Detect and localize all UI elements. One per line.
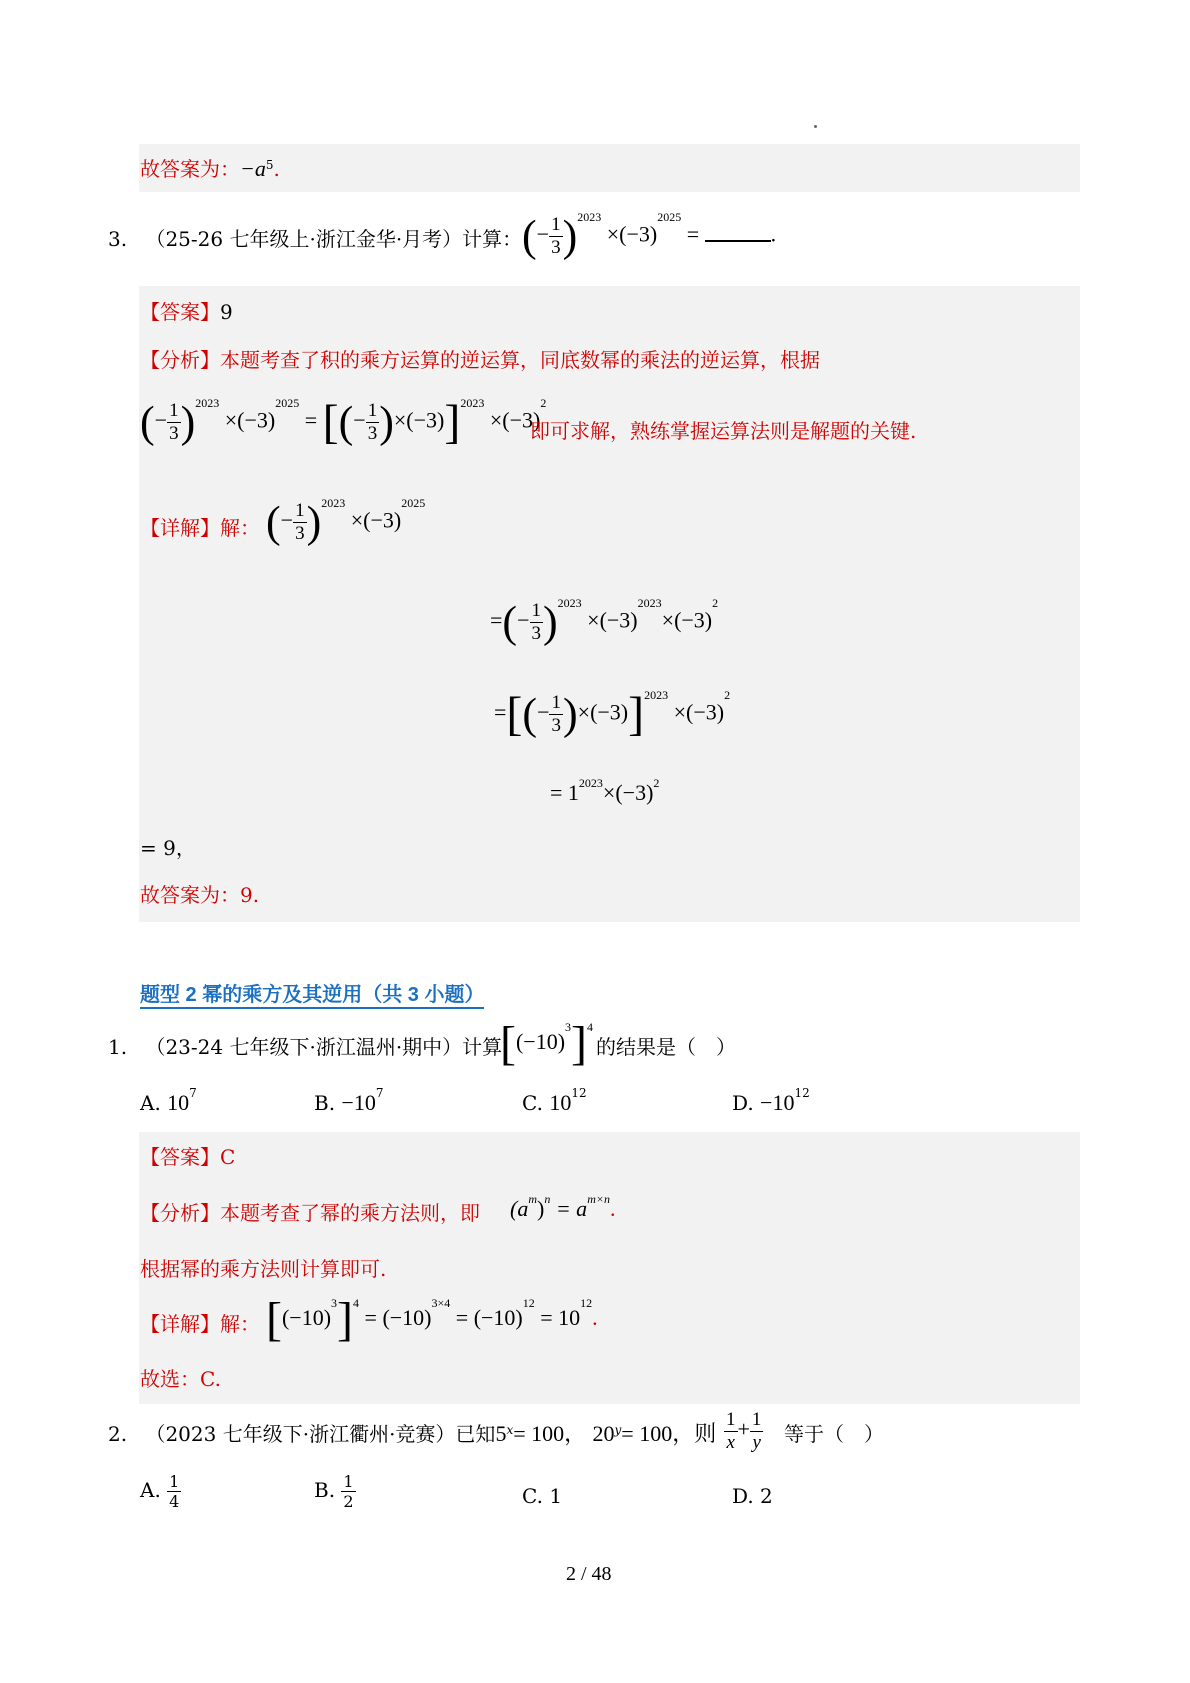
section2-title: 题型 2 幂的乘方及其逆用（共 3 小题） — [140, 978, 484, 1009]
q1-d-eq1: = (−10) — [364, 1305, 432, 1331]
q3-detail-label — [140, 514, 260, 542]
q3-s1-exp1: 2023 — [557, 596, 582, 610]
q3-af-exp2: 2025 — [275, 396, 300, 410]
q3-s1-times2: × — [661, 607, 675, 633]
q3-s2-times2: × — [673, 699, 687, 725]
q3-detail-expr: (− $\frac{1}{3}$ )$^{2023} \times(-3)^{2025}$ — [266, 496, 426, 547]
header-dot — [814, 125, 817, 128]
q3-af-exp3: 2023 — [460, 396, 485, 410]
q1-opt-a-label: A. — [140, 1091, 161, 1115]
q1-answer-tag: 【答案】 — [140, 1145, 220, 1169]
q3-end: . — [770, 221, 777, 247]
q3-af-den: 3 — [169, 423, 179, 444]
q3-base2: (−3) — [619, 221, 658, 247]
q2-eq1-exp: x — [506, 1423, 514, 1437]
q1-d-exp2: 12 — [522, 1296, 535, 1310]
q1-analysis-text: 本题考查了幂的乘方法则，即 — [220, 1201, 480, 1225]
q3-detail-tag: 【详解】 — [140, 516, 220, 540]
q2-opt-b-den: 2 — [343, 1492, 354, 1511]
q3-s1-exp2: 2023 — [637, 596, 662, 610]
q1-detail-prefix: 解： — [220, 1312, 260, 1336]
q3-af-base4: (−3) — [502, 407, 541, 433]
q2-plus: + — [737, 1416, 750, 1442]
q1-opt-c-base: 10 — [549, 1090, 572, 1115]
q2-number: 2. — [108, 1422, 128, 1446]
q3-frac-num: 1 — [551, 214, 561, 235]
q3-d-den: 3 — [295, 523, 305, 544]
q1-d-outer-exp: 4 — [353, 1296, 360, 1310]
q3-s1-minus: − — [517, 607, 530, 633]
q3-exp1: 2023 — [577, 210, 602, 224]
q2-option-d[interactable] — [732, 1484, 773, 1508]
q3-fraction — [549, 214, 563, 259]
q3-answer-line — [140, 298, 233, 326]
q3-af-exp4: 2 — [540, 396, 547, 410]
q3-af-num2: 1 — [367, 400, 378, 421]
q2-option-c[interactable] — [522, 1484, 562, 1508]
q2-source: （2023 七年级下·浙江衢州·竞赛）已知 — [145, 1422, 496, 1446]
q1-rule — [510, 1192, 616, 1222]
q3-s2-den: 3 — [551, 715, 561, 736]
q1-detail-tag: 【详解】 — [140, 1312, 220, 1336]
q2-f2-den: y — [752, 1432, 761, 1453]
q1-rule-m: m — [528, 1192, 537, 1206]
q1-analysis-line2: 根据幂的乘方法则计算即可. — [140, 1257, 387, 1281]
q3-step3 — [550, 776, 660, 806]
top-answer-box — [139, 144, 1080, 192]
q3-exp2: 2025 — [657, 210, 682, 224]
q1-option-a[interactable] — [140, 1086, 197, 1116]
q3-af-num: 1 — [169, 400, 179, 421]
q2-eq2-rhs: = 100，则 — [621, 1421, 717, 1446]
q1-analysis-line — [140, 1199, 480, 1227]
q1-d-eq3: = 10 — [540, 1305, 581, 1331]
q1-rule-mn: m×n — [587, 1192, 610, 1206]
q3-s2-exp: 2023 — [644, 688, 669, 702]
q3-s2-minus: − — [537, 699, 550, 725]
q1-opt-b-exp: 7 — [375, 1086, 384, 1100]
q3-expression: (− $\frac{1}{3}$ )$^{2023} \times(-3)^{2025}$ = . — [522, 210, 777, 261]
q1-number: 1. — [108, 1035, 128, 1059]
q3-af-base3: (−3) — [406, 407, 445, 433]
q1-d-end: . — [592, 1305, 598, 1331]
q2-eq1-rhs: = 100， — [513, 1421, 587, 1446]
q3-s3-exp: 2023 — [578, 776, 603, 790]
q3-s1-exp3: 2 — [712, 596, 719, 610]
q1-option-d[interactable] — [732, 1086, 810, 1116]
q1-source: （23-24 七年级下·浙江温州·期中）计算 — [145, 1035, 503, 1059]
q3-af-times: × — [224, 407, 238, 433]
q2-opt-a-num: 1 — [169, 1472, 180, 1491]
q1-rule-n: n — [544, 1192, 551, 1206]
q3-s1-eq: = — [490, 607, 503, 633]
q3-af-den2: 3 — [367, 423, 378, 444]
q3-d-exp1: 2023 — [321, 496, 346, 510]
q2-eq1-base: 5 — [495, 1421, 507, 1446]
q3-s1-den: 3 — [531, 623, 541, 644]
q3-d-times: × — [350, 507, 364, 533]
q3-s1-num: 1 — [531, 600, 541, 621]
q2-tail: 等于（ ） — [784, 1422, 884, 1446]
q1-answer-line — [140, 1143, 235, 1171]
top-answer-exp: 5 — [265, 158, 274, 172]
q3-step1: =(− $\frac{1}{3}$ )$^{2023} \times(-3)^{2023}\times(-3)^2$ — [490, 596, 719, 647]
q3-af-times2: × — [393, 407, 407, 433]
q3-equals: = — [686, 221, 700, 247]
q3-final-line: 故答案为：9. — [140, 883, 260, 907]
q3-step2: =[(− $\frac{1}{3}$ )$\times(-3)]^{2023} \times(-3)^2$ — [494, 687, 731, 741]
q2-opt-d-value: 2 — [760, 1484, 773, 1508]
q3-d-exp2: 2025 — [401, 496, 426, 510]
q3-d-base2: (−3) — [363, 507, 402, 533]
q3-af-minus: − — [154, 407, 168, 433]
q3-s2-base: (−3) — [590, 699, 629, 725]
q3-af-times3: × — [489, 407, 503, 433]
top-answer-prefix: 故答案为： — [140, 157, 240, 181]
q3-minus: − — [536, 221, 550, 247]
q1-final-line: 故选：C. — [140, 1367, 221, 1391]
q1-opt-d-base: −10 — [760, 1090, 795, 1115]
q3-stem — [108, 225, 522, 253]
q1-d-inner: (−10) — [281, 1305, 332, 1331]
q1-detail-expr: $[(-10)^3]^4 = (-10)^{3\times 4} = (-10)^{12} = 10^{12}$. — [266, 1293, 598, 1346]
q1-d-exp3: 12 — [580, 1296, 593, 1310]
q3-s2-times: × — [577, 699, 591, 725]
q2-eq2-exp: y — [614, 1423, 622, 1437]
q3-s3-rhs: ×(−3) — [602, 780, 654, 805]
q2-opt-a-den: 4 — [169, 1492, 180, 1511]
q1-inner: (−10) — [515, 1029, 566, 1055]
q1-stem — [108, 1033, 502, 1061]
q1-option-c[interactable] — [522, 1086, 587, 1116]
q2-stem — [108, 1420, 716, 1448]
q2-eq2-base: 20 — [592, 1421, 615, 1446]
q1-outer-exp: 4 — [587, 1020, 594, 1034]
q3-d-minus: − — [280, 507, 294, 533]
q3-af-base2: (−3) — [237, 407, 276, 433]
q1-opt-b-base: −10 — [341, 1090, 376, 1115]
q1-rule-close: ) — [537, 1196, 545, 1221]
q1-opt-d-exp: 12 — [794, 1086, 810, 1100]
q2-opt-d-label: D. — [732, 1484, 754, 1508]
q2-f2-num: 1 — [751, 1409, 762, 1430]
q1-answer-value: C — [220, 1145, 236, 1169]
q3-frac-den: 3 — [551, 237, 561, 258]
page-number: 2 / 48 — [566, 1563, 612, 1585]
q3-number: 3. — [108, 227, 128, 251]
q1-detail-label — [140, 1310, 260, 1338]
top-answer-line — [140, 155, 280, 183]
q3-s3-lhs: = 1 — [550, 780, 579, 805]
q3-s2-exp2: 2 — [724, 688, 731, 702]
q3-s2-eq: = — [494, 699, 507, 725]
q2-fraction-sum — [724, 1409, 763, 1454]
q1-d-exp1: 3×4 — [431, 1296, 451, 1310]
q1-opt-a-base: 10 — [167, 1090, 190, 1115]
top-answer-expr: −a — [240, 156, 266, 181]
q3-analysis-line — [140, 346, 820, 374]
q1-d-eq2: = (−10) — [455, 1305, 523, 1331]
q3-s2-base2: (−3) — [686, 699, 725, 725]
q3-analysis-tag: 【分析】 — [140, 348, 220, 372]
q2-f1-den: x — [726, 1432, 735, 1453]
q3-answer-value: 9 — [220, 300, 233, 324]
q3-analysis-tail: 即可求解，熟练掌握运算法则是解题的关键. — [530, 419, 917, 443]
q3-s2-num: 1 — [551, 692, 561, 713]
q1-opt-a-exp: 7 — [189, 1086, 197, 1100]
q1-inner-exp: 3 — [565, 1020, 572, 1034]
q2-f1-num: 1 — [726, 1409, 736, 1430]
q1-analysis-tag: 【分析】 — [140, 1201, 220, 1225]
q1-rule-end: . — [609, 1196, 616, 1221]
q3-answer-blank — [705, 220, 771, 242]
q1-rule-lhs: (a — [510, 1196, 529, 1221]
q3-analysis-formula: (− $\frac{1}{3}$ )$^{2023} \times(-3)^{2025}$ = [(− $\frac{1}{3}$ )$\times(-3)]^{2023} \times(-3)^2$ — [140, 395, 547, 449]
q3-result-line: = 9， — [140, 836, 196, 860]
q2-option-a[interactable] — [140, 1472, 181, 1511]
q3-times: × — [606, 221, 620, 247]
q3-d-num: 1 — [295, 500, 305, 521]
q3-s1-base2: (−3) — [674, 607, 713, 633]
q1-d-inner-exp: 3 — [331, 1296, 338, 1310]
q3-af-minus2: − — [353, 407, 366, 433]
q3-af-eq: = — [304, 407, 318, 433]
q3-answer-tag: 【答案】 — [140, 300, 220, 324]
top-answer-suffix: . — [273, 157, 280, 181]
q1-expression: $[(-10)^3]^4$ — [500, 1017, 594, 1070]
q3-analysis-text: 本题考查了积的乘方运算的逆运算，同底数幂的乘法的逆运算，根据 — [220, 348, 820, 372]
q3-af-exp1: 2023 — [195, 396, 220, 410]
q2-opt-c-label: C. — [522, 1484, 543, 1508]
q3-s3-exp2: 2 — [653, 776, 660, 790]
q3-s1-times: × — [587, 607, 600, 633]
q3-source: （25-26 七年级上·浙江金华·月考）计算： — [145, 227, 523, 251]
q3-detail-prefix: 解： — [220, 516, 260, 540]
q1-opt-c-label: C. — [522, 1091, 543, 1115]
q1-opt-d-label: D. — [732, 1091, 754, 1115]
q2-option-b[interactable] — [314, 1472, 356, 1511]
q3-s1-base: (−3) — [599, 607, 638, 633]
q1-option-b[interactable] — [314, 1086, 384, 1116]
q1-rule-eq: = a — [555, 1196, 588, 1221]
q2-opt-b-num: 1 — [343, 1472, 354, 1491]
q2-opt-a-label: A. — [140, 1478, 161, 1502]
q1-opt-b-label: B. — [314, 1091, 336, 1115]
q1-opt-c-exp: 12 — [571, 1086, 587, 1100]
q2-opt-c-value: 1 — [549, 1484, 563, 1508]
q1-tail: 的结果是（ ） — [596, 1035, 736, 1059]
q2-opt-b-label: B. — [314, 1478, 336, 1502]
